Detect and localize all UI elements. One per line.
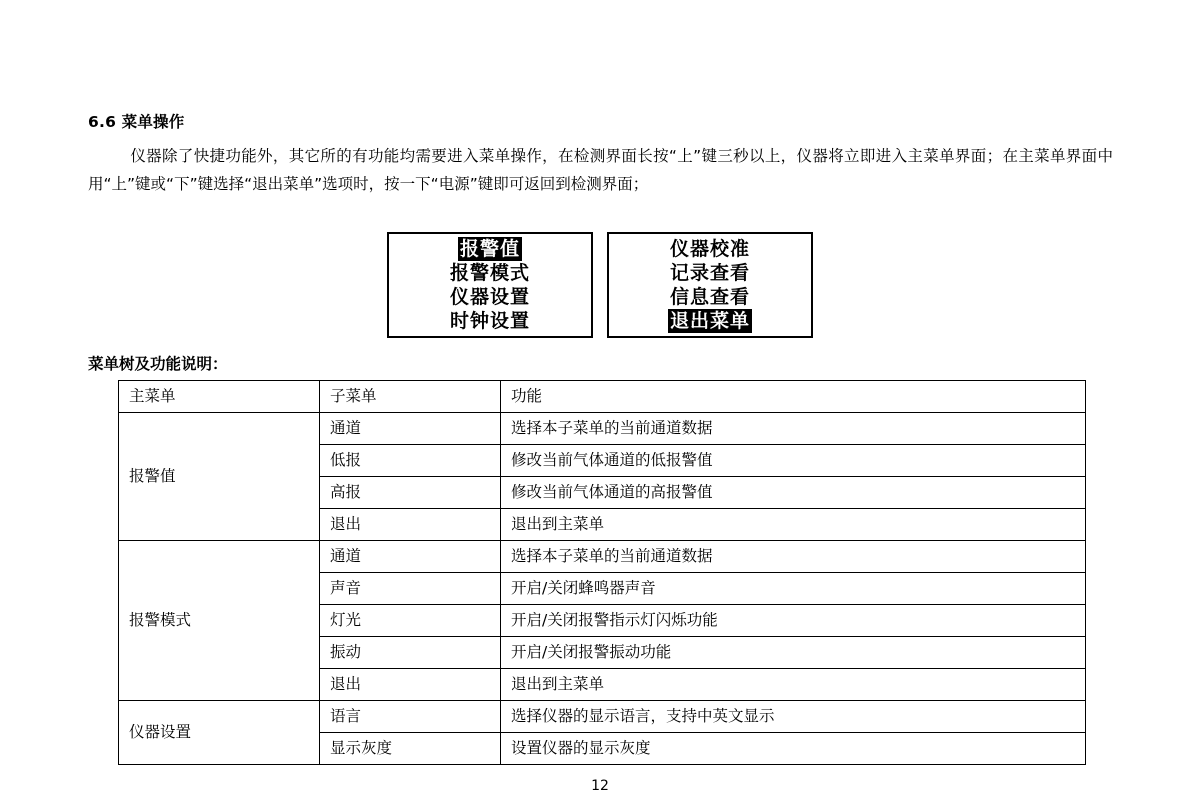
cell-sub-exit: 退出 <box>320 509 501 541</box>
cell-func: 选择仪器的显示语言，支持中英文显示 <box>501 701 1086 733</box>
table-row <box>119 541 1086 573</box>
lcd1-item-device-settings: 仪器设置 <box>449 286 530 308</box>
cell-func: 开启/关闭蜂鸣器声音 <box>501 573 1086 605</box>
cell-func: 开启/关闭报警振动功能 <box>501 637 1086 669</box>
lcd1-item-alarm-mode: 报警模式 <box>449 262 530 284</box>
cell-func: 退出到主菜单 <box>501 509 1086 541</box>
table-heading: 菜单树及功能说明： <box>88 355 228 373</box>
menu-tree-table <box>118 380 1086 765</box>
cell-main-alarm-value: 报警值 <box>119 413 320 541</box>
lcd1-item-alarm-value: 报警值 <box>459 238 520 260</box>
lcd2-item-exit-menu: 退出菜单 <box>669 310 750 332</box>
header-function: 功能 <box>501 381 1086 413</box>
cell-func: 开启/关闭报警指示灯闪烁功能 <box>501 605 1086 637</box>
page-number: 12 <box>591 778 609 794</box>
lcd2-item-record-view: 记录查看 <box>669 262 750 284</box>
cell-func: 修改当前气体通道的低报警值 <box>501 445 1086 477</box>
cell-sub-low-alarm: 低报 <box>320 445 501 477</box>
header-sub-menu: 子菜单 <box>320 381 501 413</box>
cell-sub-exit: 退出 <box>320 669 501 701</box>
table-row <box>119 413 1086 445</box>
cell-sub-light: 灯光 <box>320 605 501 637</box>
cell-main-alarm-mode: 报警模式 <box>119 541 320 701</box>
cell-func: 退出到主菜单 <box>501 669 1086 701</box>
paragraph-text: 仪器除了快捷功能外，其它所的有功能均需要进入菜单操作，在检测界面长按“上”键三秒以上，仪器将立即进入主菜单界面；在主菜单界面中用“上”键或“下”键选择“退出菜单”选项时，按一下“电源”键即可返回到检测界面； <box>88 147 1113 193</box>
cell-func: 设置仪器的显示灰度 <box>501 733 1086 765</box>
main-menu-screen-1 <box>387 232 593 338</box>
cell-func: 修改当前气体通道的高报警值 <box>501 477 1086 509</box>
body-paragraph <box>88 142 1113 198</box>
cell-main-device-settings: 仪器设置 <box>119 701 320 765</box>
cell-sub-sound: 声音 <box>320 573 501 605</box>
section-heading: 6.6 菜单操作 <box>88 113 185 131</box>
lcd-screens-row <box>0 232 1200 338</box>
main-menu-screen-2 <box>607 232 813 338</box>
table-row <box>119 701 1086 733</box>
cell-sub-language: 语言 <box>320 701 501 733</box>
header-main-menu: 主菜单 <box>119 381 320 413</box>
cell-sub-channel: 通道 <box>320 413 501 445</box>
cell-func: 选择本子菜单的当前通道数据 <box>501 413 1086 445</box>
cell-sub-high-alarm: 高报 <box>320 477 501 509</box>
lcd1-item-clock-settings: 时钟设置 <box>449 310 530 332</box>
cell-sub-display-grayscale: 显示灰度 <box>320 733 501 765</box>
cell-sub-channel: 通道 <box>320 541 501 573</box>
cell-sub-vibration: 振动 <box>320 637 501 669</box>
lcd2-item-calibration: 仪器校准 <box>669 238 750 260</box>
cell-func: 选择本子菜单的当前通道数据 <box>501 541 1086 573</box>
table-header-row <box>119 381 1086 413</box>
lcd2-item-info-view: 信息查看 <box>669 286 750 308</box>
